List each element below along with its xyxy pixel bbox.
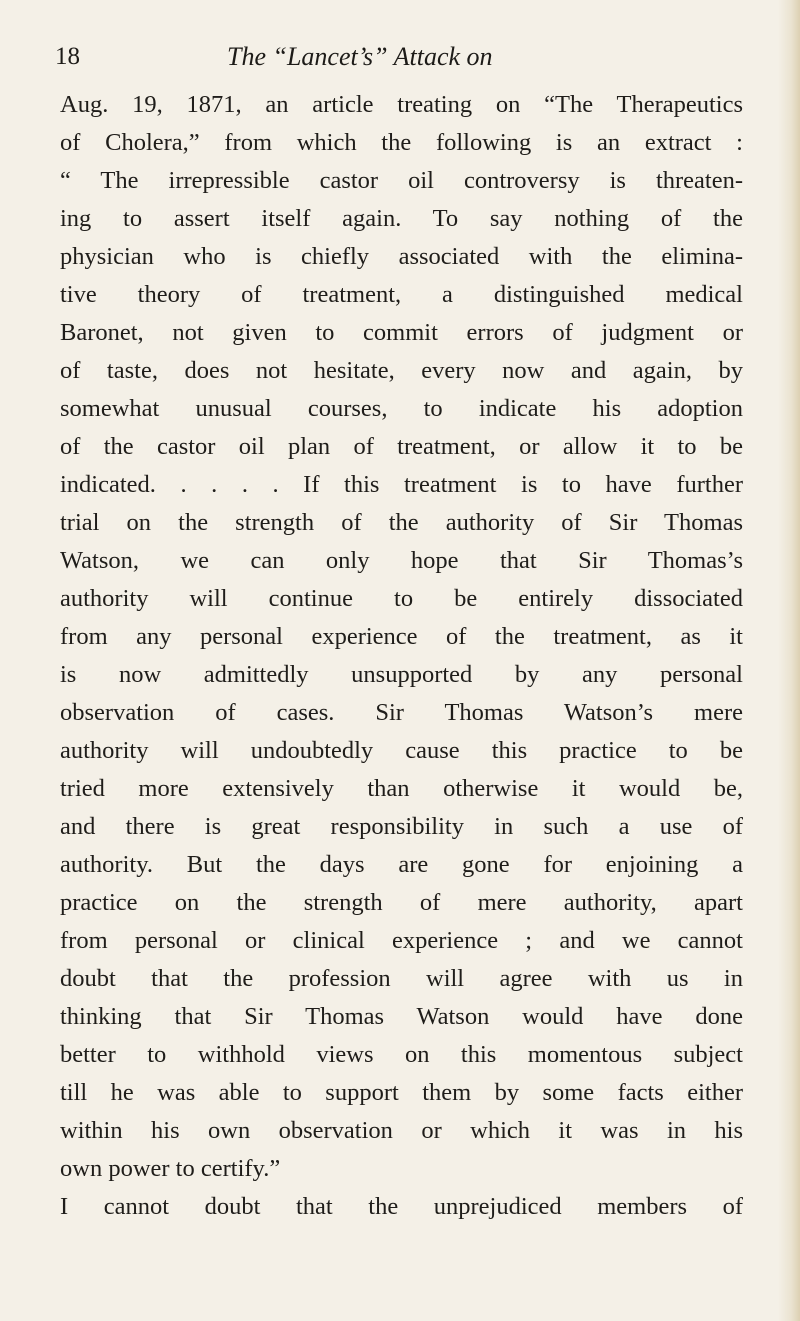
text-line: observation of cases. Sir Thomas Watson’s mere — [60, 699, 743, 726]
text-line: somewhat unusual courses, to indicate his adoption — [60, 395, 743, 422]
text-line: from personal or clinical experience ; and we cannot — [60, 927, 743, 954]
text-line: physician who is chiefly associated with the elimina- — [60, 243, 743, 270]
text-line: doubt that the profession will agree with us in — [60, 965, 743, 992]
text-line: is now admittedly unsupported by any personal — [60, 661, 743, 688]
text-line: authority will undoubtedly cause this practice to be — [60, 737, 743, 764]
text-line: of the castor oil plan of treatment, or allow it to be — [60, 433, 743, 460]
text-line: indicated. . . . . If this treatment is to have further — [60, 471, 743, 498]
text-line: authority will continue to be entirely dissociated — [60, 585, 743, 612]
text-line: Aug. 19, 1871, an article treating on “The Therapeutics — [60, 91, 743, 118]
text-line: Baronet, not given to commit errors of judgment or — [60, 319, 743, 346]
page-header — [55, 42, 755, 82]
text-line: better to withhold views on this momentous subject — [60, 1041, 743, 1068]
text-line: own power to certify.” — [60, 1155, 281, 1182]
running-title: The “Lancet’s” Attack on — [227, 42, 493, 71]
text-line: tried more extensively than otherwise it would be, — [60, 775, 743, 802]
body-text — [60, 86, 743, 1226]
text-line: trial on the strength of the authority of Sir Thomas — [60, 509, 743, 536]
text-line: within his own observation or which it was in his — [60, 1117, 743, 1144]
text-line: from any personal experience of the treatment, as it — [60, 623, 743, 650]
text-line: and there is great responsibility in such a use of — [60, 813, 743, 840]
text-line: Watson, we can only hope that Sir Thomas’s — [60, 547, 743, 574]
text-line: I cannot doubt that the unprejudiced members of — [60, 1193, 743, 1220]
text-line: authority. But the days are gone for enjoining a — [60, 851, 743, 878]
text-line: of Cholera,” from which the following is an extract : — [60, 129, 743, 156]
text-line: thinking that Sir Thomas Watson would have done — [60, 1003, 743, 1030]
text-line: tive theory of treatment, a distinguished medical — [60, 281, 743, 308]
text-line: ing to assert itself again. To say nothing of the — [60, 205, 743, 232]
page-edge-shadow — [778, 0, 800, 1321]
text-line: of taste, does not hesitate, every now and again, by — [60, 357, 743, 384]
text-line: “ The irrepressible castor oil controversy is threaten- — [60, 167, 743, 194]
text-line: practice on the strength of mere authority, apart — [60, 889, 743, 916]
text-line: till he was able to support them by some facts either — [60, 1079, 743, 1106]
page-number: 18 — [55, 43, 80, 70]
